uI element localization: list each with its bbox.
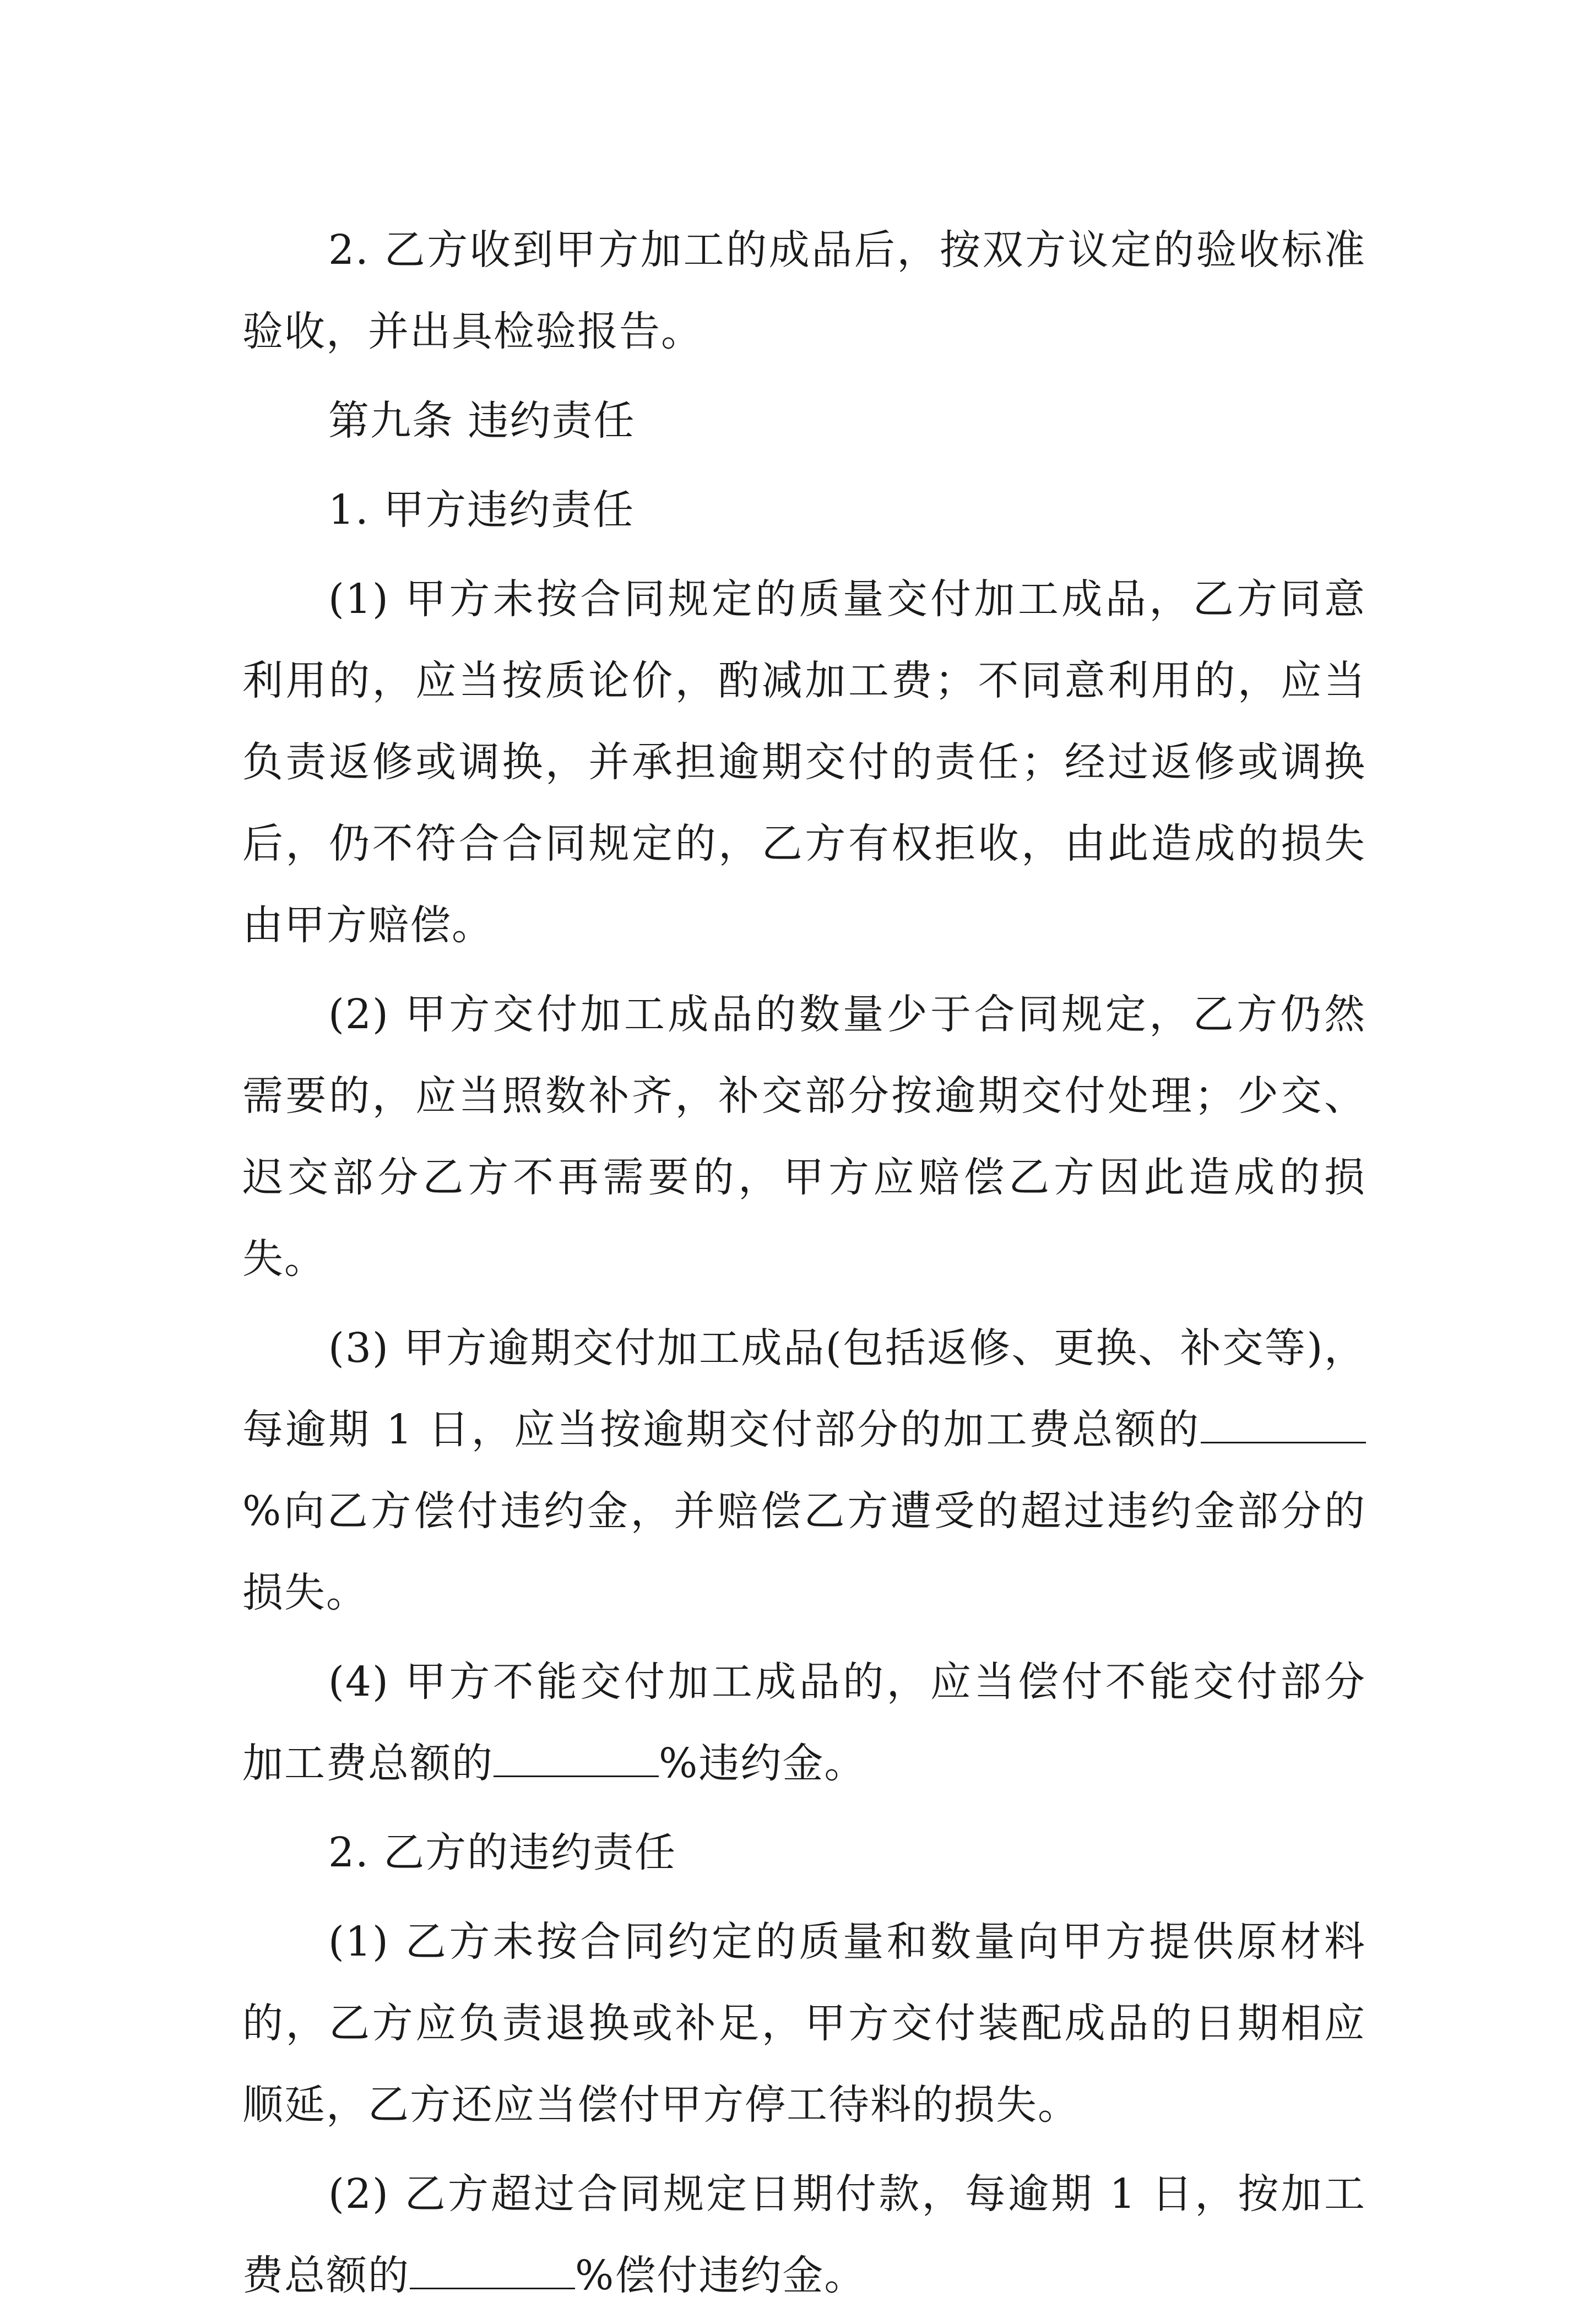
paragraph-text: 2. 乙方收到甲方加工的成品后，按双方议定的验收标准验收，并出具检验报告。 [242,226,1366,355]
paragraph-text: (4) 甲方不能交付加工成品的，应当偿付不能交付部分加工费总额的 [242,1658,1366,1787]
clause-paragraph [242,1307,1366,1633]
paragraph-text: %违约金。 [659,1740,866,1787]
clause-paragraph [242,974,1366,1300]
article-heading-text: 第九条 违约责任 [328,397,636,444]
paragraph-text: %偿付违约金。 [575,2252,866,2299]
section-heading [242,469,1366,551]
paragraph-text: (1) 甲方未按合同规定的质量交付加工成品，乙方同意利用的，应当按质论价，酌减加工费；不同意利用的，应当负责返修或调换，并承担逾期交付的责任；经过返修或调换后，仍不符合合同规定的，乙方有权拒收，由此造成的损失由甲方赔偿。 [242,575,1366,949]
fill-in-blank[interactable] [494,1737,659,1777]
section-heading [242,1812,1366,1893]
paragraph-text: (2) 甲方交付加工成品的数量少于合同规定，乙方仍然需要的，应当照数补齐，补交部分按逾期交付处理；少交、迟交部分乙方不再需要的，甲方应赔偿乙方因此造成的损失。 [242,991,1366,1283]
clause-paragraph [242,558,1366,966]
fill-in-blank[interactable] [1201,1403,1366,1443]
fill-in-blank[interactable] [410,2249,575,2289]
document-body [242,209,1366,2324]
paragraph-text: (3) 甲方逾期交付加工成品(包括返修、更换、补交等)，每逾期 1 日，应当按逾期交付部分的加工费总额的 [242,1324,1366,1453]
paragraph-text: %向乙方偿付违约金，并赔偿乙方遭受的超过违约金部分的损失。 [242,1487,1366,1616]
paragraph-acceptance [242,209,1366,372]
article-heading [242,380,1366,461]
clause-paragraph [242,2153,1366,2316]
paragraph-text: (1) 乙方未按合同约定的质量和数量向甲方提供原材料的，乙方应负责退换或补足，甲方交付装配成品的日期相应顺延，乙方还应当偿付甲方停工待料的损失。 [242,1918,1366,2128]
paragraph-text: (2) 乙方超过合同规定日期付款，每逾期 1 日，按加工费总额的 [242,2170,1366,2299]
clause-paragraph [242,1901,1366,2146]
clause-paragraph [242,1641,1366,1804]
section-heading-text: 2. 乙方的违约责任 [328,1829,677,1876]
section-heading-text: 1. 甲方违约责任 [328,486,635,534]
